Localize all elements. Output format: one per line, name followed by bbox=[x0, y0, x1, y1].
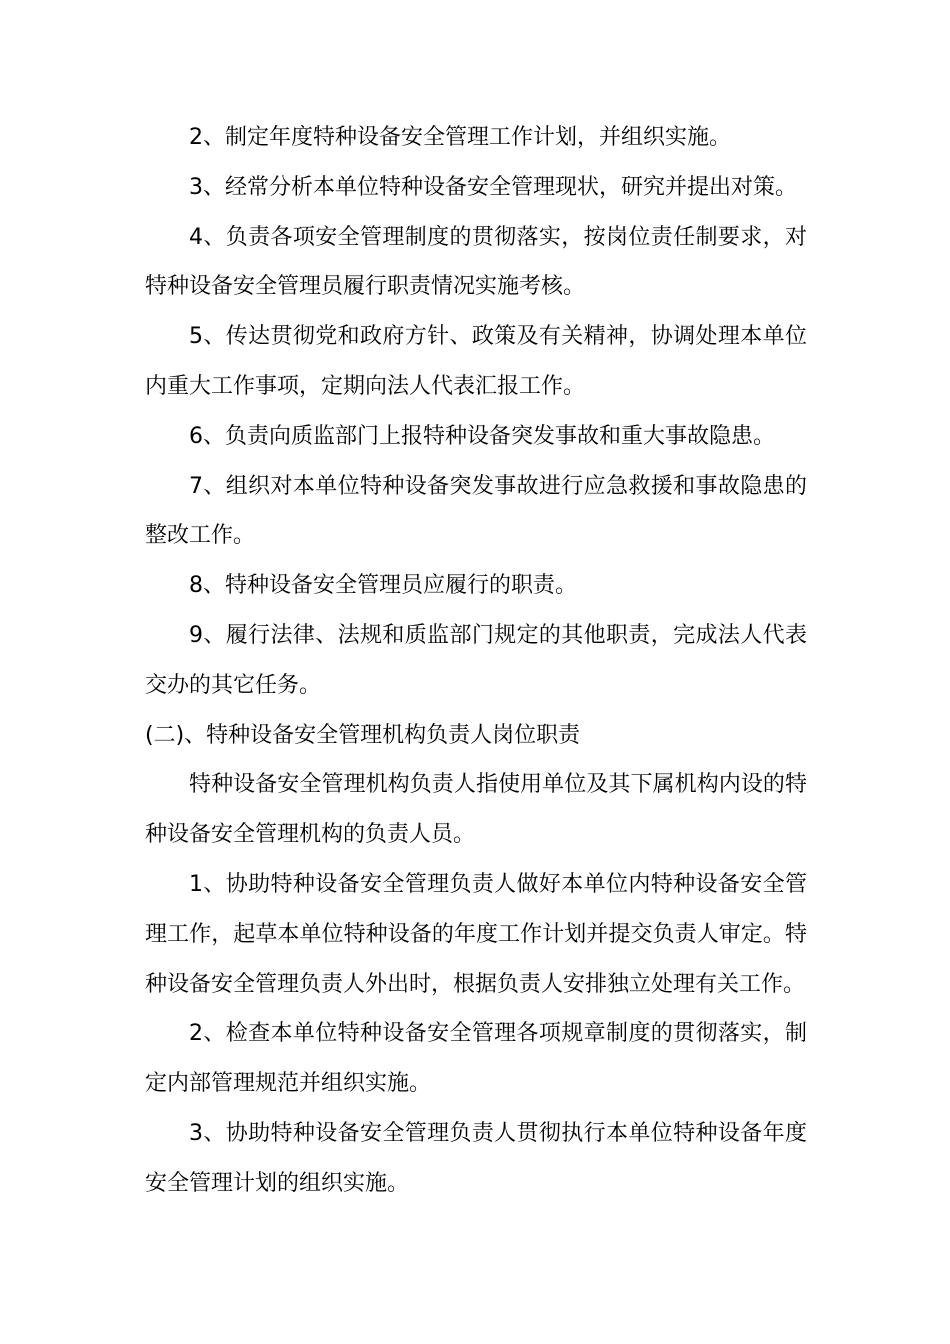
duty-item-5: 5、传达贯彻党和政府方针、政策及有关精神，协调处理本单位内重大工作事项，定期向法人代表汇报工作。 bbox=[145, 324, 807, 399]
section-item-1: 1、协助特种设备安全管理负责人做好本单位内特种设备安全管理工作，起草本单位特种设备的年度工作计划并提交负责人审定。特种设备安全管理负责人外出时，根据负责人安排独立处理有关工作。 bbox=[145, 871, 807, 997]
duty-item-2: 2、制定年度特种设备安全管理工作计划，并组织实施。 bbox=[189, 125, 731, 150]
duty-item-8: 8、特种设备安全管理员应履行的职责。 bbox=[189, 573, 577, 599]
section-intro: 特种设备安全管理机构负责人指使用单位及其下属机构内设的特种设备安全管理机构的负责人员。 bbox=[145, 772, 807, 848]
document-body bbox=[145, 113, 807, 1209]
duty-item-3: 3、经常分析本单位特种设备安全管理现状，研究并提出对策。 bbox=[189, 174, 797, 200]
section-heading: (二)、特种设备安全管理机构负责人岗位职责 bbox=[145, 722, 581, 748]
duty-item-6: 6、负责向质监部门上报特种设备突发事故和重大事故隐患。 bbox=[189, 423, 775, 449]
duty-item-7: 7、组织对本单位特种设备突发事故进行应急救援和事故隐患的整改工作。 bbox=[145, 473, 807, 549]
section-item-3: 3、协助特种设备安全管理负责人贯彻执行本单位特种设备年度安全管理计划的组织实施。 bbox=[145, 1120, 807, 1196]
duty-item-4: 4、负责各项安全管理制度的贯彻落实，按岗位责任制要求，对特种设备安全管理员履行职责情况实施考核。 bbox=[145, 224, 807, 300]
duty-item-9: 9、履行法律、法规和质监部门规定的其他职责，完成法人代表交办的其它任务。 bbox=[145, 622, 807, 698]
section-item-2: 2、检查本单位特种设备安全管理各项规章制度的贯彻落实，制定内部管理规范并组织实施。 bbox=[145, 1021, 807, 1097]
